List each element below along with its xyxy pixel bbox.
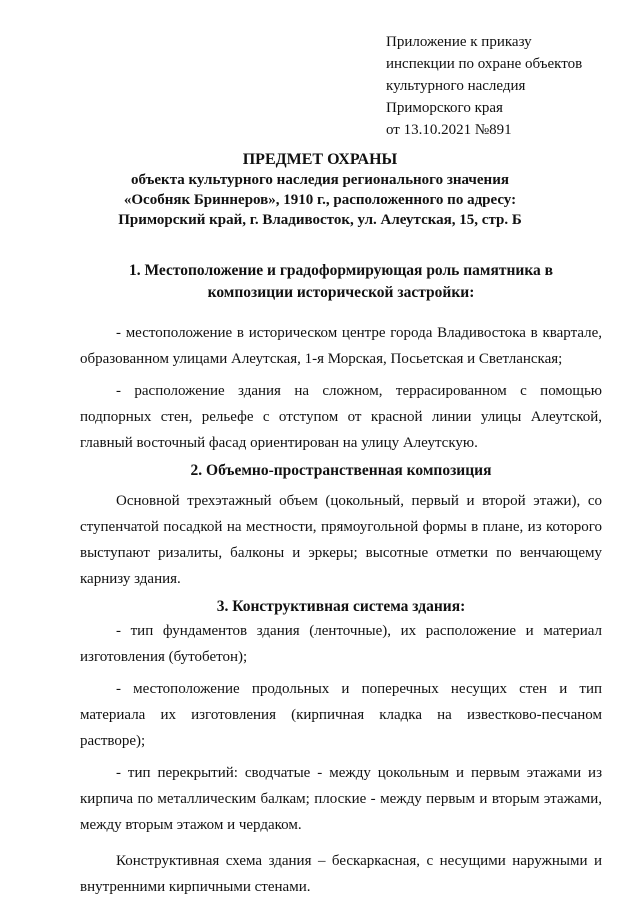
section-heading-2: 2. Объемно-пространственная композиция [190, 462, 492, 479]
appendix-note [386, 31, 582, 141]
subtitle-line: объекта культурного наследия регионального значения [131, 172, 509, 188]
document-title: ПРЕДМЕТ ОХРАНЫ [242, 151, 398, 168]
appendix-line: культурного наследия [386, 78, 526, 94]
appendix-line: Приморского края [386, 100, 503, 116]
paragraph: Основной трехэтажный объем (цокольный, первый и второй этажи), со ступенчатой посадкой на местности, прямоугольной формы в плане, из которого выступают ризалиты, балконы и эркеры; высотные отметки по венчающему карнизу здания. [80, 493, 602, 587]
section-heading-line: композиции исторической застройки: [207, 284, 475, 301]
section-heading-line: 1. Местоположение и градоформирующая роль памятника в [128, 262, 554, 279]
appendix-line: Приложение к приказу [386, 34, 532, 50]
document-title-block [70, 149, 570, 230]
paragraph: - тип перекрытий: сводчатые - между цокольным и первым этажами из кирпича по металлическим балкам; плоские - между первым и вторым этажами, между вторым этажом и чердаком. [80, 765, 602, 833]
section-heading-3: 3. Конструктивная система здания: [216, 598, 466, 615]
paragraph: Конструктивная схема здания – бескаркасная, с несущими наружными и внутренними кирпичными стенами. [80, 853, 602, 895]
paragraph: - местоположение продольных и поперечных несущих стен и тип материала их изготовления (кирпичная кладка на известково-песчаном растворе); [80, 681, 602, 749]
paragraph: - расположение здания на сложном, террасированном с помощью подпорных стен, рельефе с отступом от красной линии улицы Алеутской, главный восточный фасад ориентирован на улицу Алеутскую. [80, 383, 602, 451]
paragraph: - местоположение в историческом центре города Владивостока в квартале, образованном улицами Алеутская, 1-я Морская, Посьетская и Светланская; [80, 325, 602, 367]
paragraph: - тип фундаментов здания (ленточные), их расположение и материал изготовления (бутобетон); [80, 623, 602, 665]
document-body [80, 260, 602, 900]
appendix-line: от 13.10.2021 №891 [386, 122, 512, 138]
appendix-line: инспекции по охране объектов [386, 56, 583, 72]
subtitle-line: «Особняк Бриннеров», 1910 г., расположенного по адресу: [123, 192, 517, 208]
section-heading-1 [80, 260, 602, 304]
subtitle-line: Приморский край, г. Владивосток, ул. Алеутская, 15, стр. Б [118, 212, 522, 228]
